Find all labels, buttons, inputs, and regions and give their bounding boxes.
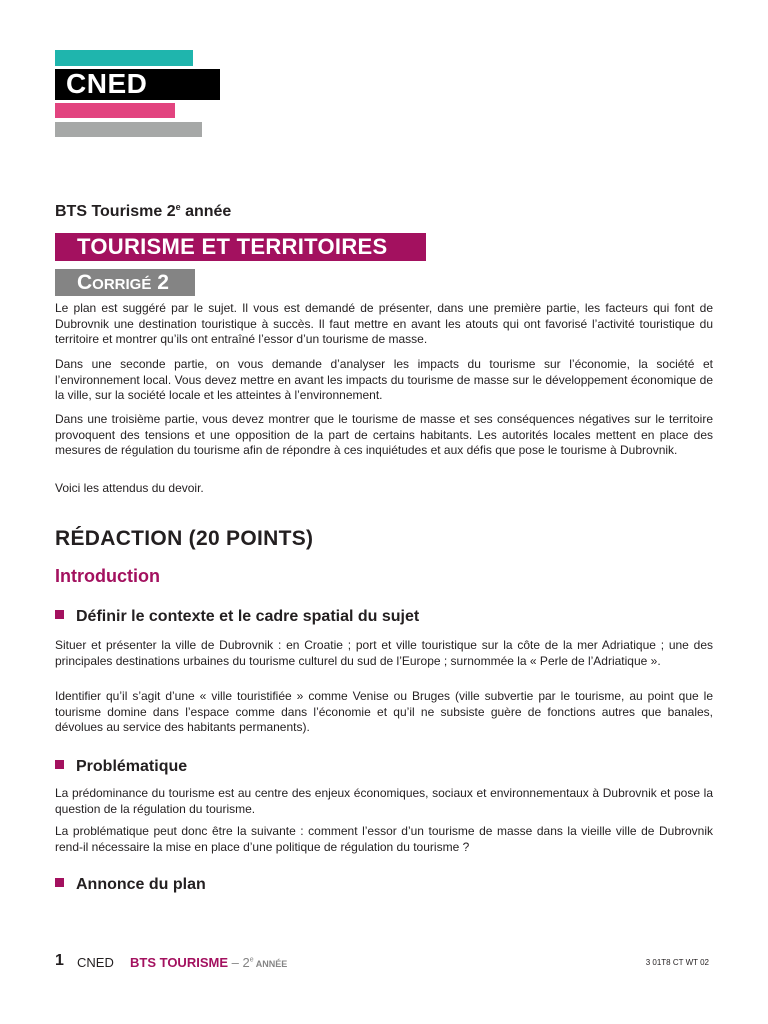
document-code: 3 01T8 CT WT 02 (645, 958, 709, 967)
bullet-square-icon (55, 610, 64, 619)
paragraph-contexte-1: Situer et présenter la ville de Dubrovnik : en Croatie ; port et ville touristique sur la côte de la mer Adriatique ; une des principales destinations urbaines du tourisme culturel du sud de l’Europe ; surnommée la « Perle de l’Adriatique ». (55, 638, 713, 668)
logo-bar-teal (55, 50, 193, 66)
logo-bar-grey (55, 122, 202, 137)
paragraph-plan-2: Dans une seconde partie, on vous demande d’analyser les impacts du tourisme sur l’économie, la société et l’environnement local. Vous devez mettre en avant les impacts du tourisme de masse sur le développement économique de la ville, sur la société locale et les atteintes à l’environnement. (55, 357, 713, 402)
paragraph-plan-1: Le plan est suggéré par le sujet. Il vous est demandé de présenter, dans une première partie, les facteurs qui font de Dubrovnik une destination touristique à succès. Il faut mettre en avant les atouts qui ont favorisé l’activité touristique du territoire et montrer qu’ils ont entraîné l’essor d’un tourisme de masse. (55, 301, 713, 346)
paragraph-problematique-2: La problématique peut donc être la suivante : comment l’essor d’un tourisme de masse dans la vieille ville de Dubrovnik rend-il nécessaire la mise en place d’une politique de régulation du tourisme ? (55, 824, 713, 854)
page-title: TOURISME ET TERRITOIRES (77, 234, 388, 259)
bullet-square-icon (55, 760, 64, 769)
footer-course: BTS TOURISME – 2e ANNÉE (130, 955, 288, 970)
paragraph-problematique-1: La prédominance du tourisme est au centre des enjeux économiques, sociaux et environnementaux à Dubrovnik et pose la question de la régulation du tourisme. (55, 786, 713, 816)
introduction-heading: Introduction (55, 566, 160, 586)
page-footer (55, 952, 713, 972)
contexte-heading: Définir le contexte et le cadre spatial du sujet (55, 608, 419, 626)
redaction-heading: RÉDACTION (20 POINTS) (55, 527, 314, 550)
corrige-label: CORRIGÉ 2 (77, 271, 169, 294)
bullet-square-icon (55, 878, 64, 887)
cned-logo: CNED (66, 68, 148, 99)
course-level: BTS Tourisme 2e année (55, 202, 232, 220)
page-number: 1 (55, 952, 64, 969)
logo-bar-pink (55, 103, 175, 118)
paragraph-contexte-2: Identifier qu’il s’agit d’une « ville touristifiée » comme Venise ou Bruges (ville subvertie par le tourisme, au point que le tourisme domine dans l’espace comme dans l’économie et qu’il ne subsiste guère de fonctions autres que banales, dévolues au service des habitants permanents). (55, 689, 713, 734)
paragraph-plan-3: Dans une troisième partie, vous devez montrer que le tourisme de masse et ses conséquences négatives sur le territoire provoquent des tensions et une opposition de la part de certains habitants. Les autorités locales mettent en place des mesures de régulation du tourisme afin de répondre à ces inquiétudes et aux défis que pose le tourisme à Dubrovnik. (55, 412, 713, 457)
paragraph-plan-4: Voici les attendus du devoir. (55, 481, 204, 495)
footer-org: CNED (77, 955, 114, 970)
annonce-heading: Annonce du plan (55, 876, 206, 894)
problematique-heading: Problématique (55, 758, 187, 776)
